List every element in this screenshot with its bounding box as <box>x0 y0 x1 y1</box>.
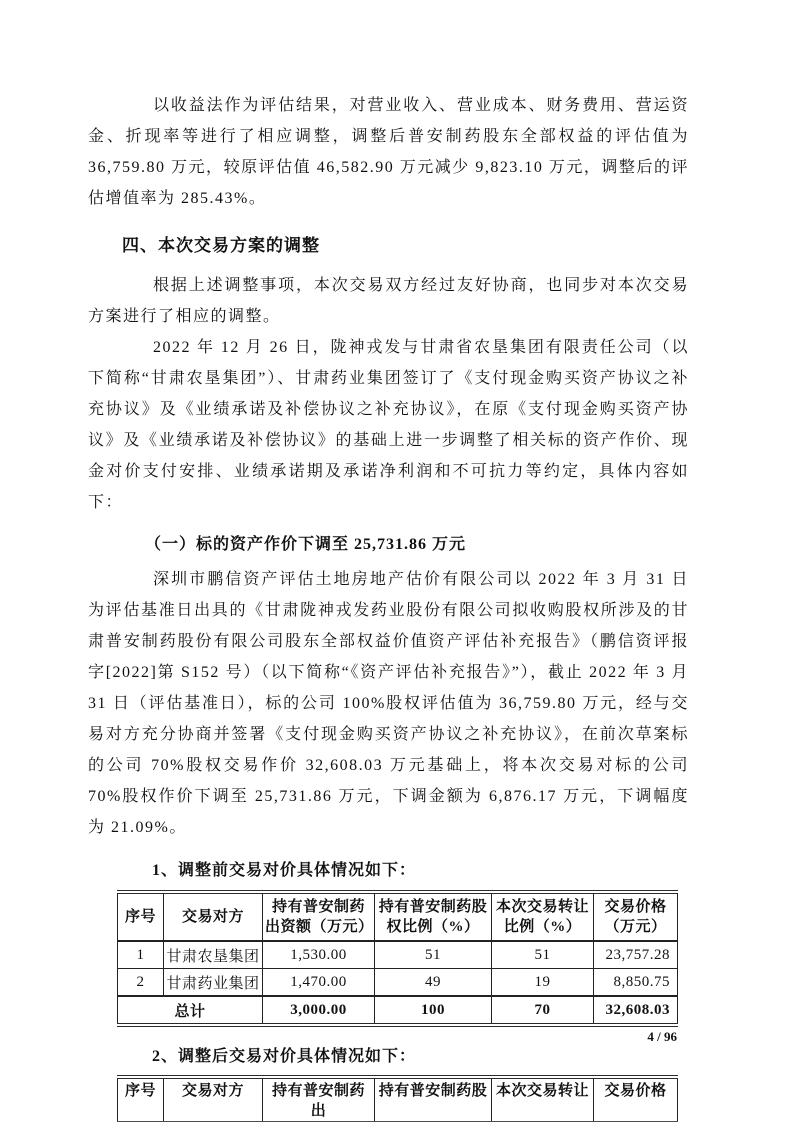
total-label-cell: 总计 <box>118 996 263 1025</box>
table-header-row <box>118 1077 678 1122</box>
total-price-cell: 32,608.03 <box>594 996 678 1025</box>
col-header-price: 交易价格 <box>594 1077 678 1122</box>
paragraph-supplementary-agreements: 2022 年 12 月 26 日，陇神戎发与甘肃省农垦集团有限责任公司（以下简称“甘肃农垦集团”）、甘肃药业集团签订了《支付现金购买资产协议之补充协议》及《业绩承诺及补偿协议之补充协议》，在原《支付现金购买资产协议》及《业绩承诺及补偿协议》的基础上进一步调整了相关标的资产作价、现金对价支付安排、业绩承诺期及承诺净利润和不可抗力等约定，具体内容如下： <box>88 339 689 511</box>
table-cell: 1,530.00 <box>263 941 375 969</box>
col-header-counterparty: 交易对方 <box>164 892 263 941</box>
table-cell: 2 <box>118 969 164 997</box>
table-cell: 51 <box>375 941 492 969</box>
table-header-row <box>118 892 678 941</box>
col-header-transfer-pct: 本次交易转让比例（%） <box>492 892 594 941</box>
heading-pre-adjustment-list: 1、调整前交易对价具体情况如下： <box>152 862 417 879</box>
table-total-row <box>118 996 678 1025</box>
col-header-equity-pct: 持有普安制药股 <box>375 1077 492 1122</box>
table-cell: 51 <box>492 941 594 969</box>
heading-subsection-1: （一）标的资产作价下调至 25,731.86 万元 <box>145 536 467 553</box>
total-capital-cell: 3,000.00 <box>263 996 375 1025</box>
paragraph-appraisal-report: 深圳市鹏信资产评估土地房地产估价有限公司以 2022 年 3 月 31 日为评估基准日出具的《甘肃陇神戎发药业股份有限公司拟收购股权所涉及的甘肃普安制药股份有限公司股东全部权益价值资产评估补充报告》（鹏信资评报字[2022]第 S152 号）（以下简称“《资产评估补充报告》”），截止 2022 年 3 月 31 日（评估基准日），标的公司 100%股权评估值为 36,759.80 万元，经与交易对方充分协商并签署《支付现金购买资产协议之补充协议》，在前次草案标的公司 70%股权交易作价 32,608.03 万元基础上，将本次交易对标的公司 70%股权作价下调至 25,731.86 万元，下调金额为 6,876.17 万元，下调幅度为 21.09%。 <box>88 571 689 836</box>
table-cell: 19 <box>492 969 594 997</box>
heading-section-4: 四、本次交易方案的调整 <box>122 236 320 255</box>
total-transfer-pct-cell: 70 <box>492 996 594 1025</box>
table-cell: 8,850.75 <box>594 969 678 997</box>
post-adjustment-table-truncated <box>117 1075 678 1122</box>
table-cell: 49 <box>375 969 492 997</box>
col-header-index: 序号 <box>118 1077 164 1122</box>
paragraph-adjustment-intro: 根据上述调整事项，本次交易双方经过友好协商，也同步对本次交易方案进行了相应的调整。 <box>88 277 689 325</box>
col-header-counterparty: 交易对方 <box>164 1077 263 1122</box>
table-cell: 23,757.28 <box>594 941 678 969</box>
table-row <box>118 969 678 997</box>
table-cell: 1 <box>118 941 164 969</box>
col-header-equity-pct: 持有普安制药股权比例（%） <box>375 892 492 941</box>
col-header-capital: 持有普安制药出 <box>263 1077 375 1122</box>
col-header-transfer-pct: 本次交易转让 <box>492 1077 594 1122</box>
paragraph-valuation-result: 以收益法作为评估结果，对营业收入、营业成本、财务费用、营运资金、折现率等进行了相应调整，调整后普安制药股东全部权益的评估值为 36,759.80 万元，较原评估值 46,582.90 万元减少 9,823.10 万元，调整后的评估增值率为 285.43%。 <box>88 97 689 207</box>
page-number: 4 / 96 <box>647 1029 677 1044</box>
table-cell: 甘肃药业集团 <box>164 969 263 997</box>
col-header-capital: 持有普安制药出资额（万元） <box>263 892 375 941</box>
pre-adjustment-table <box>117 890 678 1027</box>
col-header-price: 交易价格（万元） <box>594 892 678 941</box>
heading-post-adjustment-list: 2、调整后交易对价具体情况如下： <box>152 1048 417 1065</box>
col-header-index: 序号 <box>118 892 164 941</box>
table-cell: 甘肃农垦集团 <box>164 941 263 969</box>
table-row <box>118 941 678 969</box>
total-equity-pct-cell: 100 <box>375 996 492 1025</box>
table-cell: 1,470.00 <box>263 969 375 997</box>
